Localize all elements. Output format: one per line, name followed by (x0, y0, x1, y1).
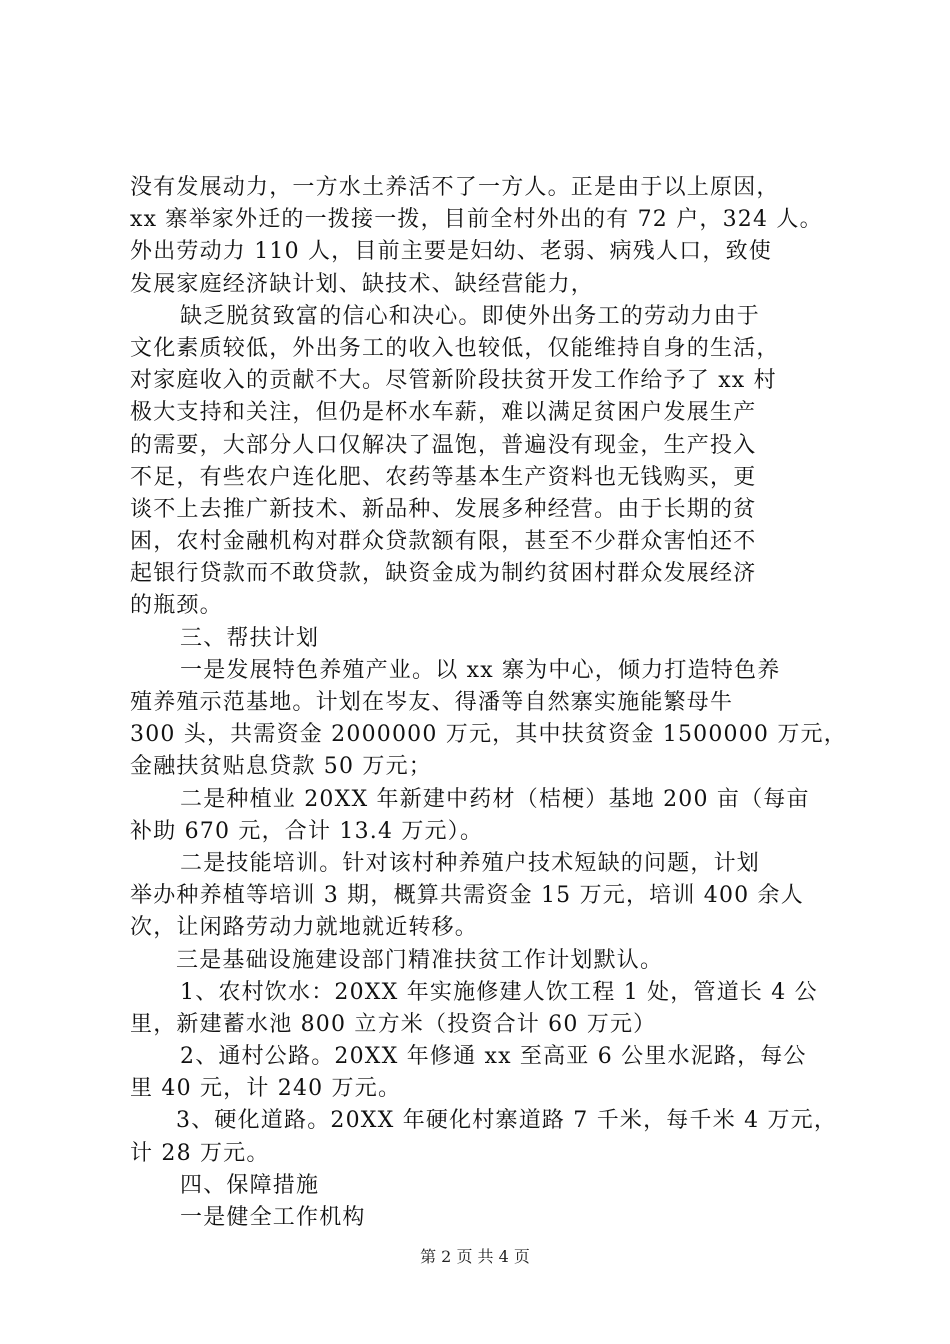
text-line: 里，新建蓄水池 800 立方米（投资合计 60 万元） (130, 1011, 657, 1037)
text-line: 二是技能培训。针对该村种养殖户技术短缺的问题，计划 (180, 850, 761, 876)
section-heading: 三、帮扶计划 (180, 625, 320, 651)
text-line: 计 28 万元。 (130, 1140, 270, 1166)
text-line: 外出劳动力 110 人，目前主要是妇幼、老弱、病残人口，致使 (130, 239, 772, 265)
text-line: 二是种植业 20XX 年新建中药材（桔梗）基地 200 亩（每亩 (180, 786, 810, 812)
text-line: 文化素质较低，外出务工的收入也较低，仅能维持自身的生活， (130, 335, 780, 361)
text-line: 极大支持和关注，但仍是杯水车薪，难以满足贫困户发展生产 (130, 400, 757, 426)
text-line: 里 40 元，计 240 万元。 (130, 1076, 402, 1102)
text-line: 2、通村公路。20XX 年修通 xx 至高亚 6 公里水泥路，每公 (180, 1044, 807, 1070)
page-footer (0, 1244, 950, 1267)
text-line: 没有发展动力，一方水土养活不了一方人。正是由于以上原因， (130, 175, 780, 200)
text-line: 一是发展特色养殖产业。以 xx 寨为中心，倾力打造特色养 (180, 657, 781, 683)
text-line: xx 寨举家外迁的一拨接一拨，目前全村外出的有 72 户，324 人。 (130, 207, 823, 233)
text-line: 300 头，共需资金 2000000 万元，其中扶贫资金 1500000 万元， (130, 722, 847, 748)
text-line: 起银行贷款而不敢贷款，缺资金成为制约贫困村群众发展经济 (130, 561, 757, 587)
text-line: 不足，有些农户连化肥、农药等基本生产资料也无钱购买，更 (130, 464, 757, 490)
text-line: 三是基础设施建设部门精准扶贫工作计划默认。 (176, 947, 664, 973)
text-line: 困，农村金融机构对群众贷款额有限，甚至不少群众害怕还不 (130, 529, 757, 555)
text-line: 的瓶颈。 (130, 593, 223, 619)
text-line: 一是健全工作机构 (180, 1205, 366, 1230)
text-line: 谈不上去推广新技术、新品种、发展多种经营。由于长期的贫 (130, 496, 757, 522)
document-body (130, 172, 847, 1234)
text-line: 3、硬化道路。20XX 年硬化村寨道路 7 千米，每千米 4 万元， (176, 1108, 838, 1134)
text-line: 缺乏脱贫致富的信心和决心。即使外出务工的劳动力由于 (180, 303, 761, 329)
text-line: 举办种养植等培训 3 期，概算共需资金 15 万元，培训 400 余人 (130, 883, 804, 909)
text-line: 金融扶贫贴息贷款 50 万元； (130, 754, 432, 780)
page-number: 第 2 页 共 4 页 (420, 1247, 530, 1266)
text-line: 发展家庭经济缺计划、缺技术、缺经营能力， (130, 271, 595, 297)
text-line: 补助 670 元，合计 13.4 万元）。 (130, 818, 484, 844)
text-line: 殖养殖示范基地。计划在岑友、得潘等自然寨实施能繁母牛 (130, 690, 734, 715)
section-heading: 四、保障措施 (180, 1172, 320, 1198)
text-line: 对家庭收入的贡献不大。尽管新阶段扶贫开发工作给予了 xx 村 (130, 368, 777, 394)
text-line: 次，让闲路劳动力就地就近转移。 (130, 915, 479, 941)
text-line: 1、农村饮水：20XX 年实施修建人饮工程 1 处，管道长 4 公 (180, 979, 818, 1005)
text-line: 的需要，大部分人口仅解决了温饱，普遍没有现金，生产投入 (130, 432, 757, 458)
